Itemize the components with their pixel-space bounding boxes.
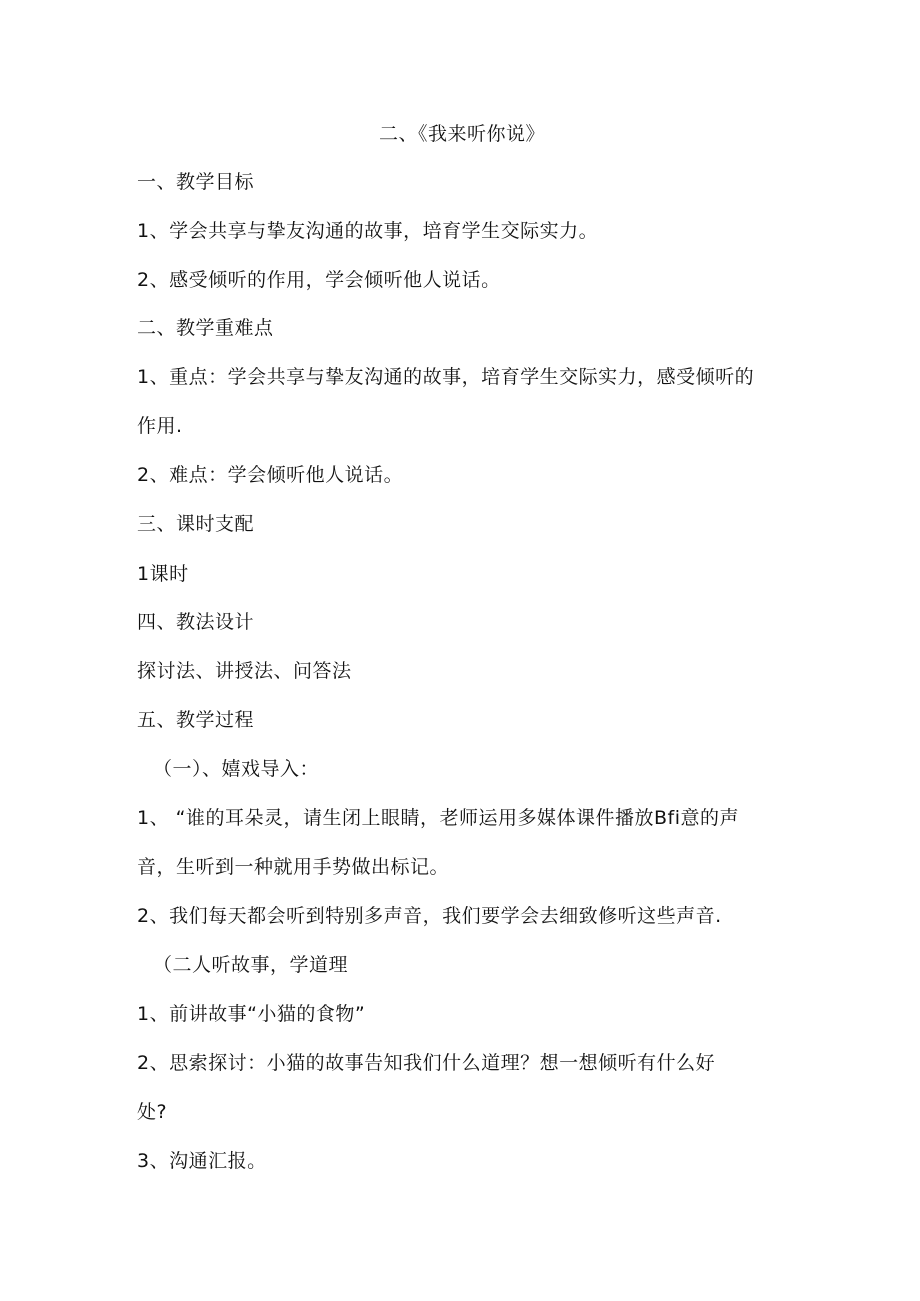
key-point-item-2: 2、难点：学会倾听他人说话。 <box>137 464 404 486</box>
key-point-item-1-continued: 作用. <box>137 415 183 437</box>
section-heading-key-points: 二、教学重难点 <box>137 317 274 339</box>
section-heading-objectives: 一、教学目标 <box>137 171 255 193</box>
story-item-2: 2、思索探讨：小猫的故事告知我们什么道理？想一想倾听有什么好 <box>137 1052 716 1074</box>
document-title: 二、《我来听你说》 <box>378 123 545 145</box>
section-heading-methods: 四、教法设计 <box>137 611 255 633</box>
story-item-2-continued: 处? <box>137 1101 168 1123</box>
process-item-1: 1、 “谁的耳朵灵，请生闭上眼睛，老师运用多媒体课件播放Bfi意的声 <box>137 807 739 829</box>
objective-item-1: 1、学会共享与挚友沟通的故事，培育学生交际实力。 <box>137 220 599 242</box>
objective-item-2: 2、感受倾听的作用，学会倾听他人说话。 <box>137 269 501 291</box>
story-item-1: 1、前讲故事“小猫的食物” <box>137 1003 366 1025</box>
methods-value: 探讨法、讲授法、问答法 <box>137 660 352 682</box>
process-subheading-2: （二人听故事，学道理 <box>153 954 349 976</box>
process-subheading-1: （一）、嬉戏导入： <box>153 758 320 780</box>
process-item-2: 2、我们每天都会听到特别多声音，我们要学会去细致修听这些声音. <box>137 905 722 927</box>
story-item-3: 3、沟通汇报。 <box>137 1150 267 1172</box>
process-item-1-continued: 音，生听到一种就用手势做出标记。 <box>137 856 450 878</box>
schedule-value: 1课时 <box>137 563 189 585</box>
key-point-item-1: 1、重点：学会共享与挚友沟通的故事，培育学生交际实力，感受倾听的 <box>137 366 755 388</box>
section-heading-process: 五、教学过程 <box>137 709 255 731</box>
section-heading-schedule: 三、课时支配 <box>137 513 255 535</box>
